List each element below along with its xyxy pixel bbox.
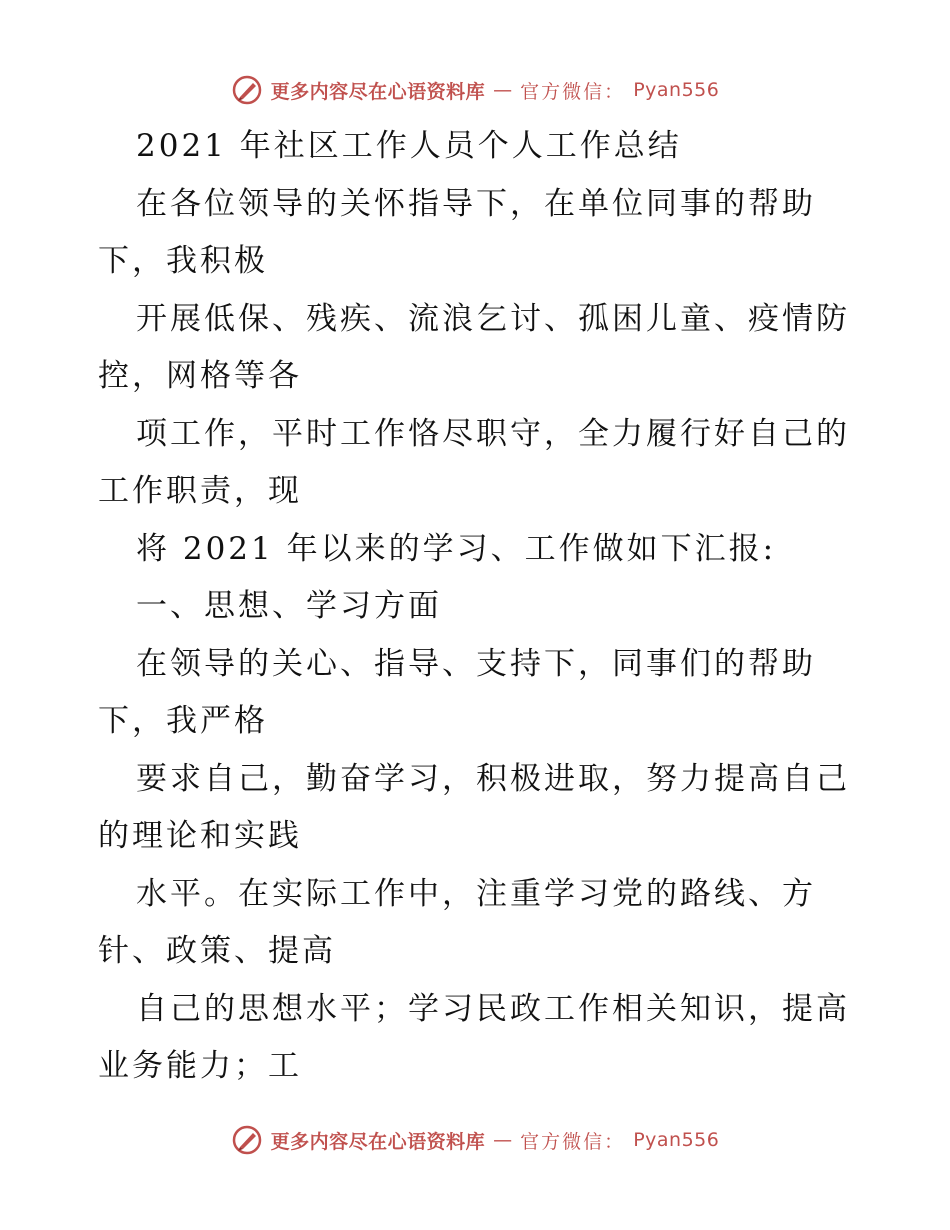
document-line: 下，我严格: [98, 703, 268, 739]
watermark-dash: —: [493, 1129, 513, 1151]
header-watermark: [0, 72, 950, 108]
pen-logo-icon: [231, 74, 263, 106]
document-line: 下，我积极: [98, 243, 268, 279]
document-body: [98, 118, 858, 1096]
watermark-site: 更多内容尽在心语资料库: [270, 80, 486, 103]
document-line: 工作职责，现: [98, 473, 302, 509]
document-line: 针、政策、提高: [98, 933, 336, 969]
pen-logo-icon: [231, 1124, 263, 1156]
section-heading: 一、思想、学习方面: [136, 588, 442, 624]
document-line: 在领导的关心、指导、支持下，同事们的帮助: [136, 645, 816, 682]
watermark-dash: —: [493, 79, 513, 101]
document-line: 自己的思想水平；学习民政工作相关知识，提高: [136, 990, 850, 1027]
document-line: 2021 年社区工作人员个人工作总结: [136, 128, 682, 164]
document-line: 控，网格等各: [98, 358, 302, 394]
document-line: 要求自己，勤奋学习，积极进取，努力提高自己: [136, 760, 850, 797]
watermark-contact: 官方微信：: [520, 80, 626, 103]
document-line: 的理论和实践: [98, 818, 302, 854]
document-line: 在各位领导的关怀指导下，在单位同事的帮助: [136, 185, 816, 222]
watermark-site: 更多内容尽在心语资料库: [270, 1130, 486, 1153]
document-line: 项工作，平时工作恪尽职守，全力履行好自己的: [136, 415, 850, 452]
document-line: 水平。在实际工作中，注重学习党的路线、方: [136, 875, 816, 912]
watermark-id: Pyan556: [633, 1129, 720, 1151]
watermark-contact: 官方微信：: [520, 1130, 626, 1153]
watermark-id: Pyan556: [633, 79, 720, 101]
document-line: 业务能力；工: [98, 1048, 302, 1084]
document-line: 将 2021 年以来的学习、工作做如下汇报:: [136, 530, 777, 567]
footer-watermark: [0, 1122, 950, 1158]
document-line: 开展低保、残疾、流浪乞讨、孤困儿童、疫情防: [136, 300, 850, 337]
